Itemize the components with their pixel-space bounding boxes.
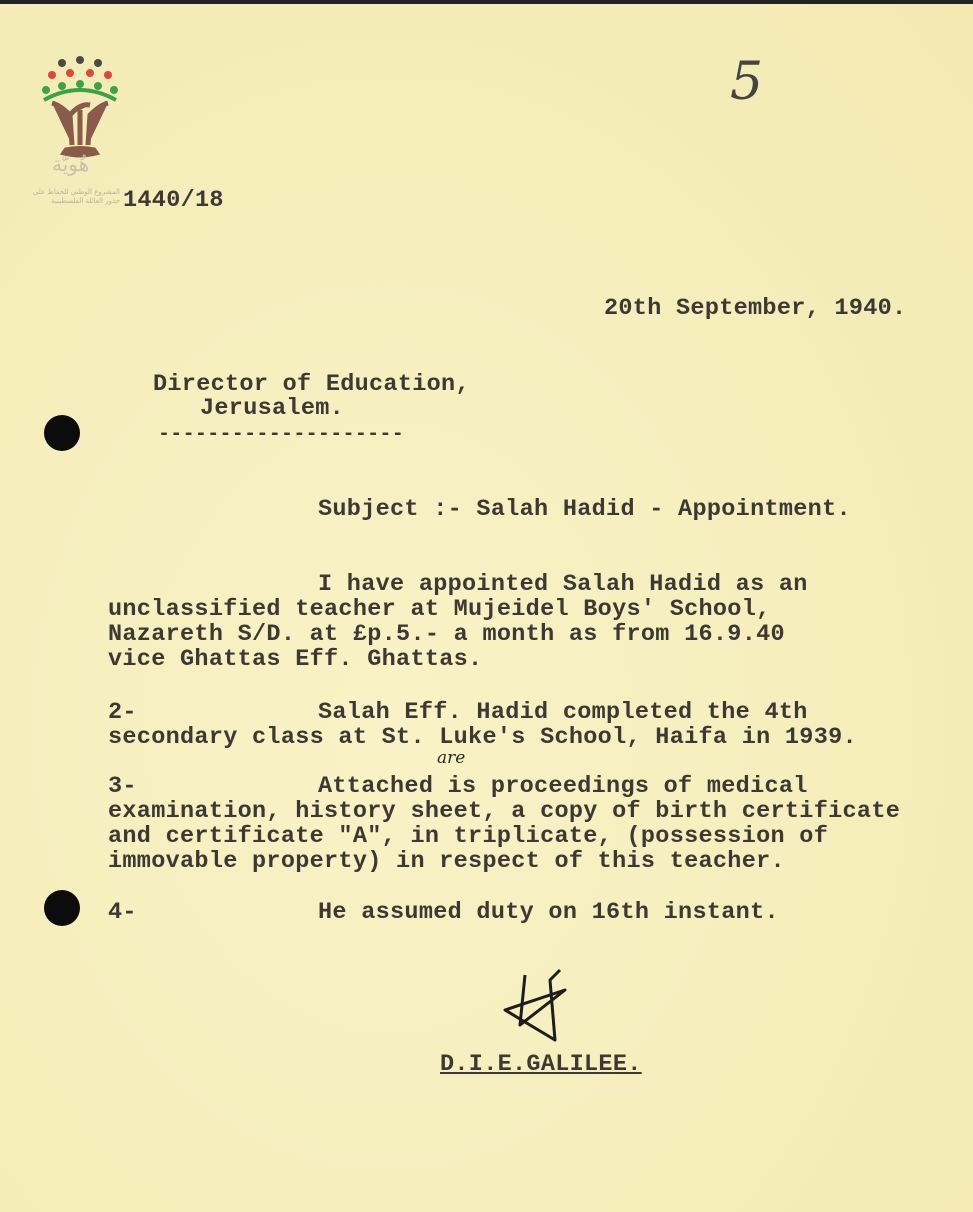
- paragraph-2-number: 2-: [108, 699, 137, 726]
- paragraph-1-line: unclassified teacher at Mujeidel Boys' School,: [108, 596, 771, 623]
- paragraph-3-line: and certificate "A", in triplicate, (possession of: [108, 823, 829, 850]
- paragraph-3-line: immovable property) in respect of this teacher.: [108, 848, 785, 875]
- reference-number: 1440/18: [123, 187, 224, 214]
- addressee-city: Jerusalem.: [200, 395, 345, 422]
- paragraph-2-line: Salah Eff. Hadid completed the 4th: [318, 699, 808, 726]
- punch-hole: [44, 890, 80, 926]
- logo-name: هُويّة: [52, 152, 90, 176]
- paragraph-1-line: vice Ghattas Eff. Ghattas.: [108, 646, 483, 673]
- paragraph-1-line: I have appointed Salah Hadid as an: [318, 571, 808, 598]
- paragraph-3-line: Attached is proceedings of medical: [318, 773, 808, 800]
- handwritten-correction: are: [437, 748, 466, 768]
- addressee-rule: --------------------: [158, 423, 405, 446]
- paragraph-1-line: Nazareth S/D. at £p.5.- a month as from 16.9.40: [108, 621, 785, 648]
- signature-block: D.I.E.GALILEE.: [440, 1051, 642, 1078]
- letter-date: 20th September, 1940.: [604, 295, 907, 322]
- subject-line: Subject :- Salah Hadid - Appointment.: [318, 496, 851, 523]
- paragraph-3-number: 3-: [108, 773, 137, 800]
- handwritten-page-number: 5: [730, 52, 764, 112]
- paragraph-4-number: 4-: [108, 899, 137, 926]
- logo-subtitle: المشروع الوطني للحفاظ على جذور العائلة الفلسطينية: [32, 188, 120, 205]
- paragraph-4-line: He assumed duty on 16th instant.: [318, 899, 779, 926]
- addressee-title: Director of Education,: [153, 371, 470, 398]
- paragraph-3-line: examination, history sheet, a copy of birth certificate: [108, 798, 901, 825]
- paragraph-2-line: secondary class at St. Luke's School, Haifa in 1939.: [108, 724, 857, 751]
- signature-icon: [495, 965, 590, 1050]
- punch-hole: [44, 415, 80, 451]
- scan-top-border: [0, 0, 973, 4]
